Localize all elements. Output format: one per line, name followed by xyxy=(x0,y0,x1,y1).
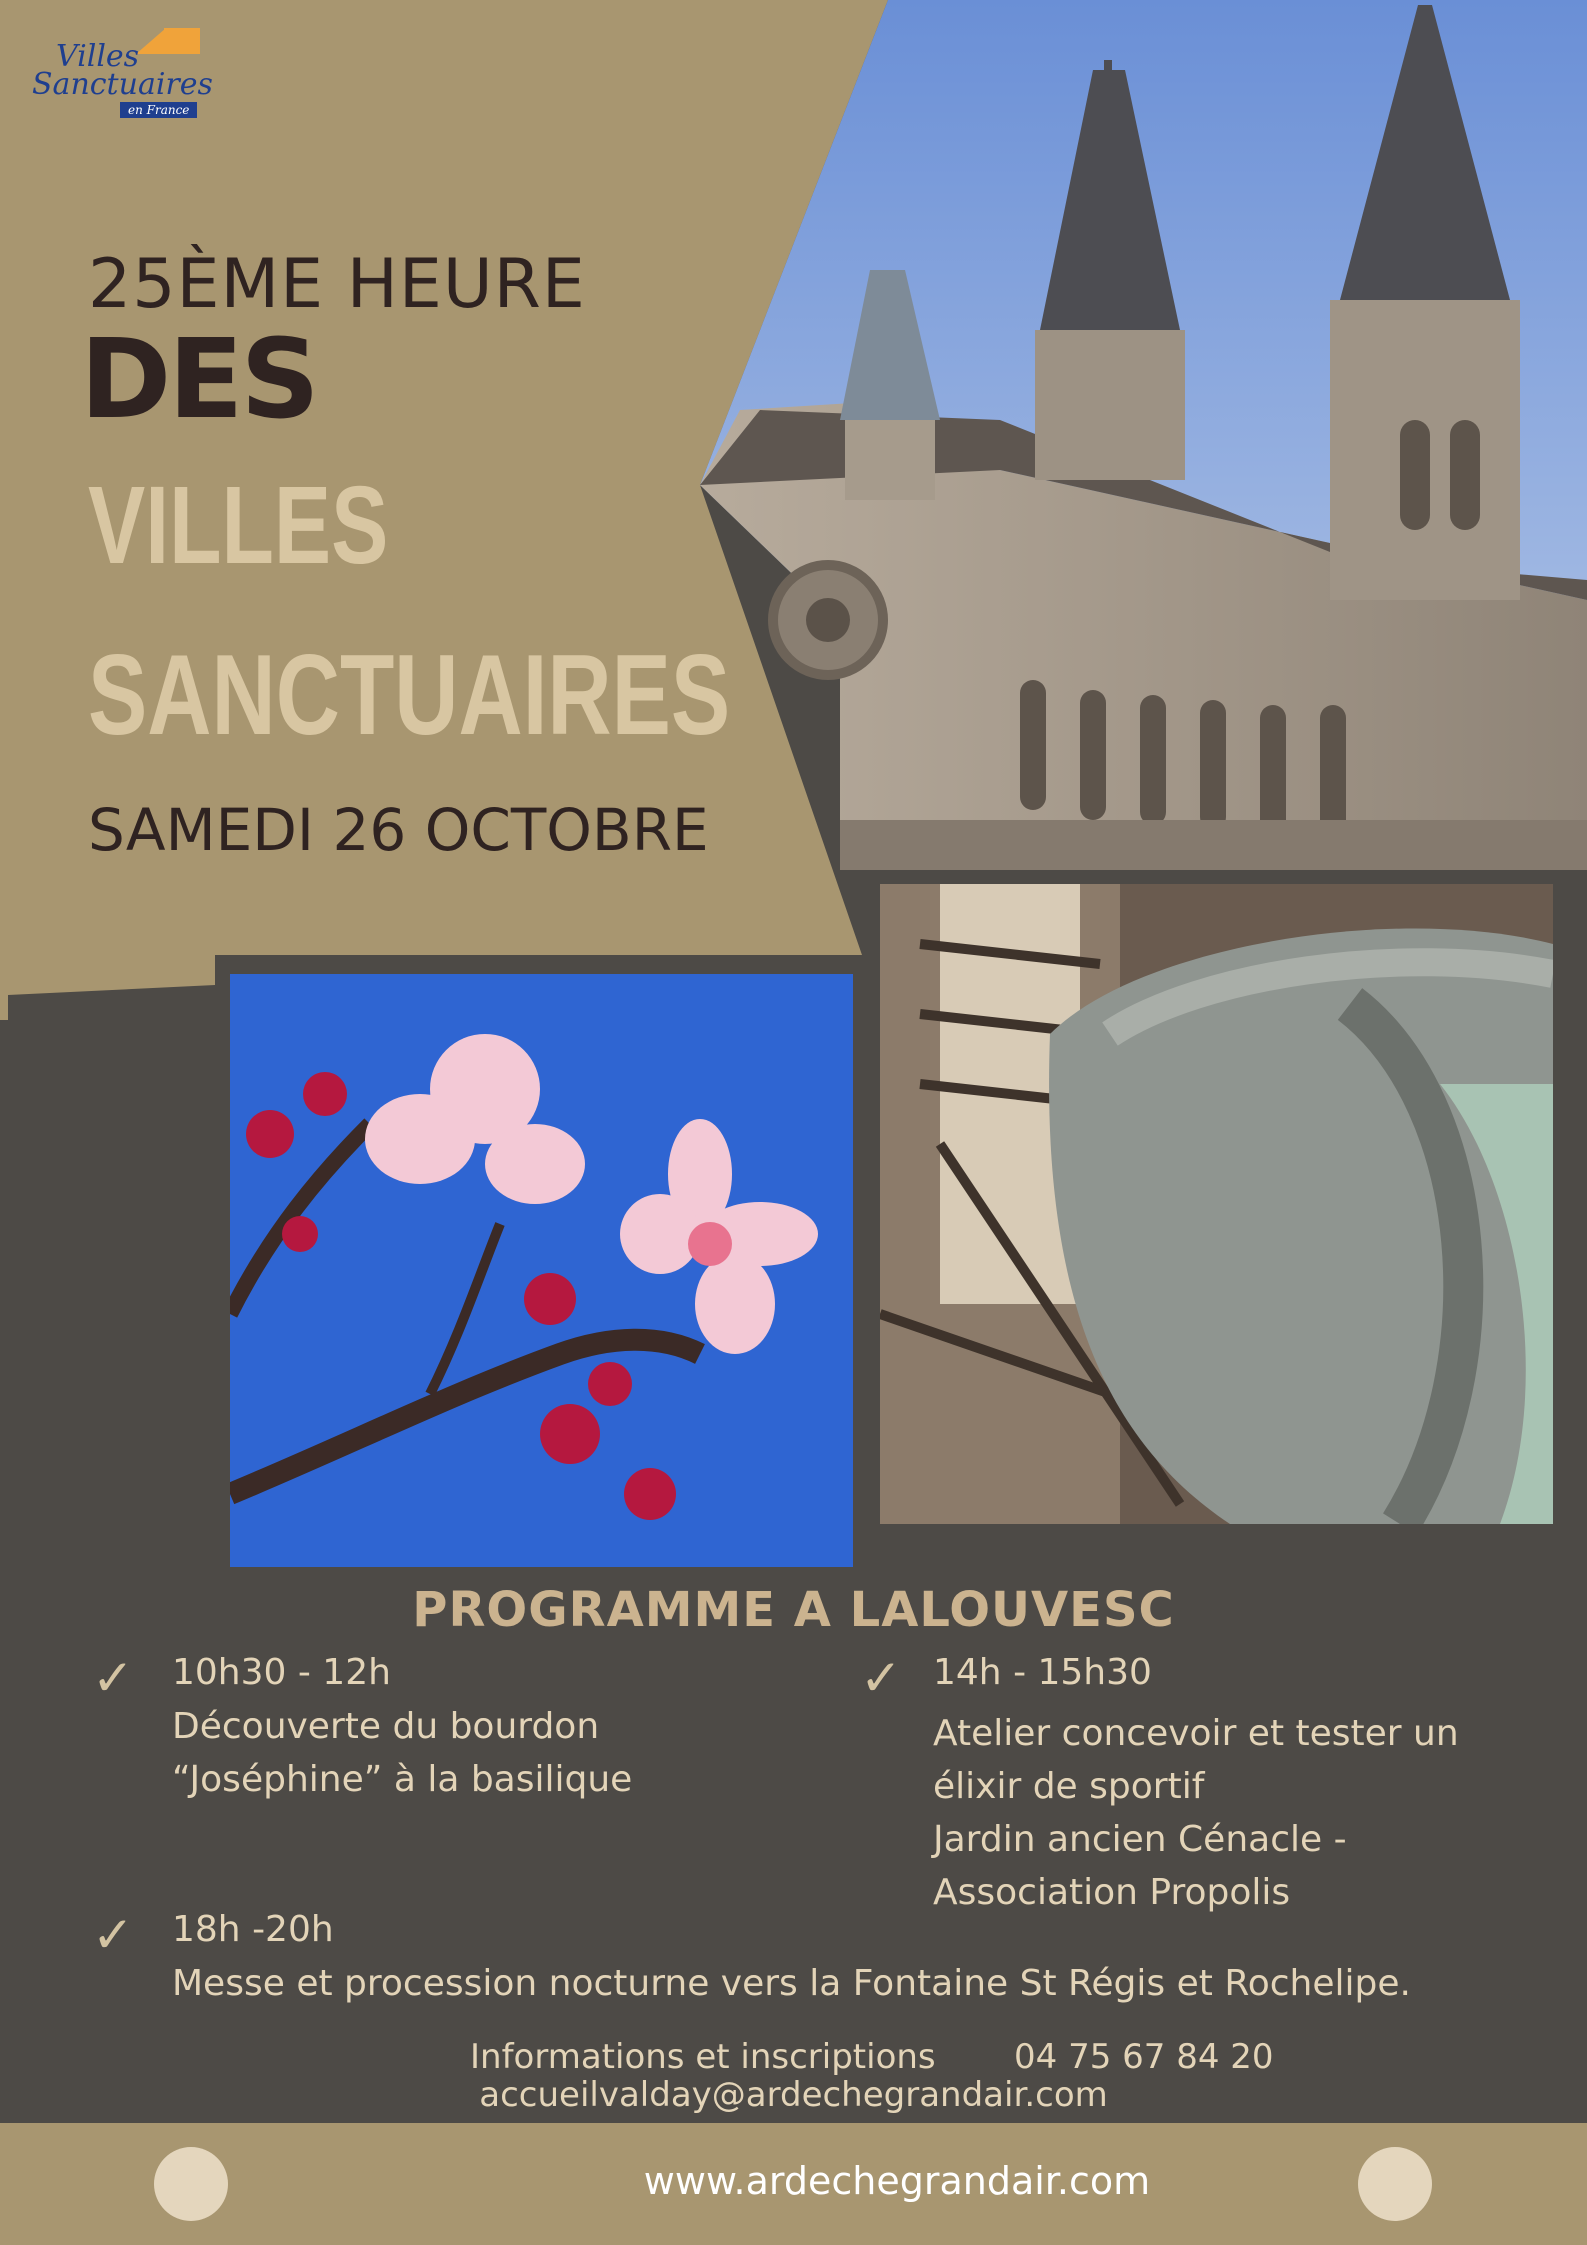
basilica-photo xyxy=(700,0,1587,870)
blossom-photo xyxy=(230,974,853,1567)
programme-item-1-time: 10h30 - 12h xyxy=(172,1652,391,1693)
info-label: Informations et inscriptions xyxy=(470,2037,936,2077)
flag-icon xyxy=(136,28,166,54)
programme-item-2-line-2: élixir de sportif xyxy=(933,1766,1205,1807)
logo-line-1: Villes xyxy=(56,39,140,74)
programme-heading: PROGRAMME A LALOUVESC xyxy=(412,1582,1175,1638)
bell-photo xyxy=(880,884,1553,1524)
check-icon: ✓ xyxy=(92,1906,134,1964)
title-line-2: DES xyxy=(80,315,317,443)
programme-item-3-line-1: Messe et procession nocturne vers la Fontaine St Régis et Rochelipe. xyxy=(172,1963,1411,2004)
programme-item-1-line-2: “Joséphine” à la basilique xyxy=(172,1759,633,1800)
programme-item-2-line-4: Association Propolis xyxy=(933,1872,1291,1913)
check-icon: ✓ xyxy=(92,1649,134,1707)
programme-item-2-line-1: Atelier concevoir et tester un xyxy=(933,1713,1459,1754)
villes-sanctuaires-logo xyxy=(28,22,228,117)
phone-number[interactable]: 04 75 67 84 20 xyxy=(1014,2037,1274,2077)
website-link[interactable]: www.ardechegrandair.com xyxy=(643,2159,1151,2203)
programme-item-2-time: 14h - 15h30 xyxy=(933,1652,1152,1693)
logo-line-2: Sanctuaires xyxy=(32,67,213,102)
programme-item-3-time: 18h -20h xyxy=(172,1909,334,1950)
logo-line-3: en France xyxy=(120,102,197,118)
title-line-1: 25ÈME HEURE xyxy=(88,245,586,324)
check-icon: ✓ xyxy=(860,1649,902,1707)
programme-item-2-line-3: Jardin ancien Cénacle - xyxy=(933,1819,1347,1860)
email-address[interactable]: accueilvalday@ardechegrandair.com xyxy=(479,2075,1108,2115)
footer xyxy=(0,2123,1587,2245)
title-line-4: SANCTUAIRES xyxy=(88,632,731,759)
programme-item-1-line-1: Découverte du bourdon xyxy=(172,1706,600,1747)
title-line-3: VILLES xyxy=(88,464,389,587)
event-date: SAMEDI 26 OCTOBRE xyxy=(88,796,709,864)
